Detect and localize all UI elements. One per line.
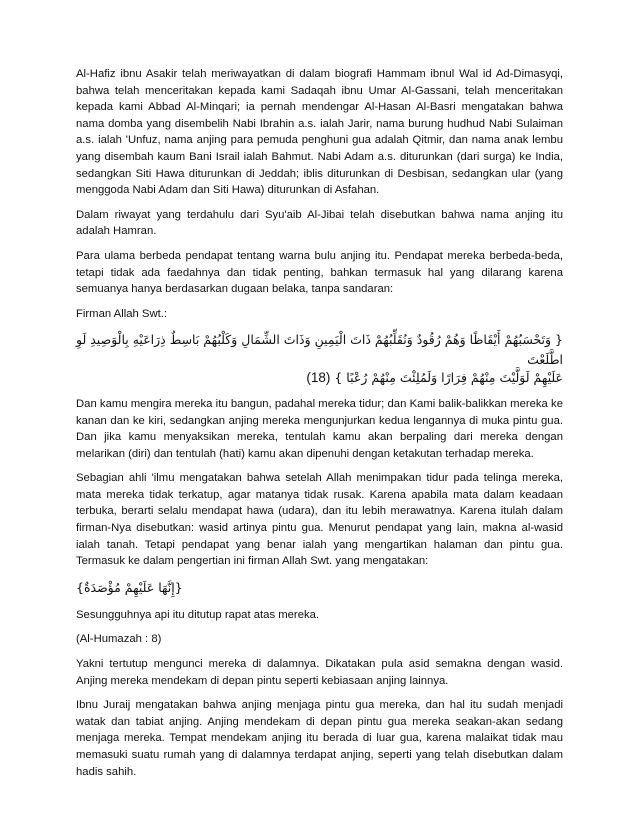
verse-number: (18)	[306, 370, 331, 386]
paragraph-hamran: Dalam riwayat yang terdahulu dari Syu'aib Al-Jibai telah disebutkan bahwa nama anjing itu adalah Hamran.	[76, 208, 563, 238]
paragraph-ibnu-juraij: Ibnu Juraij mengatakan bahwa anjing menjaga pintu gua mereka, dan hal itu sudah menjadi watak dan tabiat anjing. Anjing mendekam di depan pintu gua mereka seakan-akan sedang menjaga mereka. Tempat mendekam anjing itu berada di luar gua, karena malaikat tidak mau memasuki suatu rumah yang di dalamnya terdapat anjing, seperti yang telah disebutkan dalam hadis sahih.	[76, 699, 563, 778]
arabic-verse-line-2-text: عَلَيْهِمْ لَوَلَّيْتَ مِنْهُمْ فِرَارًا وَلَمُلِئْتَ مِنْهُمْ رُعْبًا }	[334, 370, 563, 386]
paragraph-scholars-eyes: Sebagian ahli 'ilmu mengatakan bahwa setelah Allah menimpakan tidur pada telinga mereka, mata mereka tidak terkatup, agar matanya tidak rusak. Karena apabila mata dalam keadaan terbuka, berarti selalu mendapat hawa (udara), dan itu lebih merawatnya. Karena itulah dalam firman-Nya disebutkan: wasid artinya pintu gua. Menurut pendapat yang lain, makna al-wasid ialah tanah. Tetapi pendapat yang benar ialah yang mengartikan halaman dan pintu gua. Termasuk ke dalam pengertian ini firman Allah Swt. yang mengatakan:	[76, 472, 563, 568]
arabic-verse-line-2	[76, 370, 563, 387]
paragraph-asid-wasid: Yakni tertutup mengunci mereka di dalamnya. Dikatakan pula asid semakna dengan wasid. Anjing mereka mendekam di depan pintu seperti kebiasaan anjing lainnya.	[76, 658, 563, 687]
arabic-verse-block	[76, 330, 563, 387]
paragraph-humazah-reference: (Al-Humazah : 8)	[76, 633, 162, 646]
paragraph-firman-intro: Firman Allah Swt.:	[76, 307, 168, 320]
paragraph-asakir-narration: Al-Hafiz ibnu Asakir telah meriwayatkan di dalam biografi Hammam ibnul Wal id Ad-Dimasyqi, bahwa telah menceritakan kepada kami Sadaqah ibnu Umar Al-Gassani, telah menceritakan kepada kami Abbad Al-Minqari; ia pernah mendengar Al-Hasan Al-Basri mengatakan bahwa nama domba yang disembelih Nabi Ibrahin a.s. ialah Jarir, nama burung hudhud Nabi Sulaiman a.s. ialah 'Unfuz, nama anjing para pemuda penghuni gua adalah Qitmir, dan nama anak lembu yang disembah kaum Bani Israil ialah Bahmut. Nabi Adam a.s. diturunkan (dari surga) ke India, sedangkan Siti Hawa diturunkan di Jeddah; iblis diturunkan di Desbisan, sedangkan ular (yang menggoda Nabi Adam dan Siti Hawa) diturunkan di Asfahan.	[76, 68, 563, 197]
paragraph-dog-color: Para ulama berbeda pendapat tentang warna bulu anjing itu. Pendapat mereka berbeda-beda, tetapi tidak ada faedahnya dan tidak penting, bahkan termasuk hal yang dilarang karena semuanya hanya berdasarkan dugaan belaka, tanpa sandaran:	[76, 249, 563, 296]
paragraph-humazah-translation: Sesungguhnya api itu ditutup rapat atas mereka.	[76, 608, 320, 621]
arabic-verse-line-1: { وَتَحْسَبُهُمْ أَيْقَاظًا وَهُمْ رُقُودٌ وَنُقَلِّبُهُمْ ذَاتَ الْيَمِينِ وَذَاتَ الشِّمَالِ وَكَلْبُهُمْ بَاسِطٌ ذِرَاعَيْهِ بِالْوَصِيدِ لَوِ اطَّلَعْتَ	[76, 332, 563, 368]
arabic-verse-humazah	[76, 578, 563, 598]
paragraph-translation: Dan kamu mengira mereka itu bangun, padahal mereka tidur; dan Kami balik-balikkan mereka ke kanan dan ke kiri, sedangkan anjing mereka mengunjurkan kedua lengannya di muka pintu gua. Dan jika kamu menyaksikan mereka, tentulah kamu akan berpaling dari mereka dengan melarikan (diri) dan tentulah (hati) kamu akan dipenuhi dengan ketakutan terhadap mereka.	[76, 397, 563, 460]
document-body	[76, 66, 563, 788]
arabic-verse-humazah-text: {إِنَّهَا عَلَيْهِمْ مُؤْصَدَةٌ}	[76, 579, 183, 595]
